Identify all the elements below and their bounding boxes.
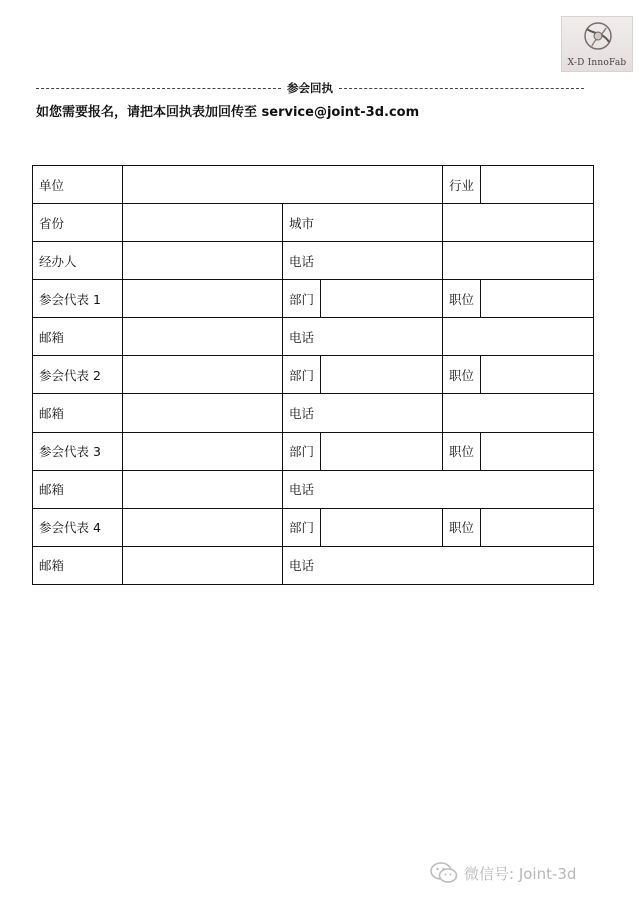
rep-3-name-field[interactable]: [123, 432, 283, 470]
rep-1-label: 参会代表 1: [33, 280, 123, 318]
rep-4-position-field[interactable]: [481, 508, 594, 546]
registration-instruction: 如您需要报名，请把本回执表加回传至 service@joint-3d.com: [36, 105, 420, 120]
rep-4-email-field[interactable]: [123, 546, 283, 584]
unit-field[interactable]: [123, 166, 443, 204]
rep-2-phone-label: 电话: [283, 394, 443, 432]
section-heading: [36, 78, 584, 98]
table-row: [33, 432, 594, 470]
rep-4-email-label: 邮箱: [33, 546, 123, 584]
rep-2-email-label: 邮箱: [33, 394, 123, 432]
table-row: [33, 166, 594, 204]
logo-text: X-D InnoFab: [567, 58, 627, 68]
rep-4-phone-field[interactable]: 电话: [283, 546, 594, 584]
rep-3-position-label: 职位: [443, 432, 481, 470]
watermark-text: 微信号: Joint-3d: [464, 864, 577, 883]
handler-field[interactable]: [123, 242, 283, 280]
city-label: 城市: [283, 204, 443, 242]
table-row: [33, 546, 594, 584]
rep-1-position-field[interactable]: [481, 280, 594, 318]
rep-2-position-field[interactable]: [481, 356, 594, 394]
table-row: [33, 356, 594, 394]
unit-label: 单位: [33, 166, 123, 204]
province-field[interactable]: [123, 204, 283, 242]
table-row: [33, 508, 594, 546]
handler-phone-field[interactable]: [443, 242, 594, 280]
registration-form-table: [32, 165, 594, 585]
province-label: 省份: [33, 204, 123, 242]
rep-4-name-field[interactable]: [123, 508, 283, 546]
page-title: 参会回执: [287, 81, 333, 95]
rep-2-label: 参会代表 2: [33, 356, 123, 394]
wechat-icon: [430, 862, 458, 884]
rep-4-label: 参会代表 4: [33, 508, 123, 546]
rep-4-dept-label: 部门: [283, 508, 321, 546]
rep-4-dept-field[interactable]: [321, 508, 443, 546]
rep-2-phone-field[interactable]: [443, 394, 594, 432]
rep-2-dept-label: 部门: [283, 356, 321, 394]
rep-2-position-label: 职位: [443, 356, 481, 394]
table-row: [33, 280, 594, 318]
city-field[interactable]: [443, 204, 594, 242]
wechat-watermark: [430, 862, 576, 884]
rep-1-phone-label: 电话: [283, 318, 443, 356]
table-row: [33, 394, 594, 432]
handler-label: 经办人: [33, 242, 123, 280]
rep-3-dept-label: 部门: [283, 432, 321, 470]
rep-3-dept-field[interactable]: [321, 432, 443, 470]
rep-1-name-field[interactable]: [123, 280, 283, 318]
rep-3-label: 参会代表 3: [33, 432, 123, 470]
rep-1-email-field[interactable]: [123, 318, 283, 356]
rep-3-email-label: 邮箱: [33, 470, 123, 508]
rep-1-phone-field[interactable]: [443, 318, 594, 356]
rep-1-dept-label: 部门: [283, 280, 321, 318]
table-row: [33, 318, 594, 356]
table-row: [33, 470, 594, 508]
company-logo: [561, 16, 633, 72]
rep-3-phone-field[interactable]: 电话: [283, 470, 594, 508]
rep-2-dept-field[interactable]: [321, 356, 443, 394]
rep-1-position-label: 职位: [443, 280, 481, 318]
industry-field[interactable]: [481, 166, 594, 204]
industry-label: 行业: [443, 166, 481, 204]
rep-2-name-field[interactable]: [123, 356, 283, 394]
heading-divider-right: [339, 88, 584, 89]
table-row: [33, 204, 594, 242]
handler-phone-label: 电话: [283, 242, 443, 280]
logo-mark-icon: [578, 20, 618, 54]
rep-3-position-field[interactable]: [481, 432, 594, 470]
rep-2-email-field[interactable]: [123, 394, 283, 432]
rep-3-email-field[interactable]: [123, 470, 283, 508]
rep-1-dept-field[interactable]: [321, 280, 443, 318]
rep-4-position-label: 职位: [443, 508, 481, 546]
table-row: [33, 242, 594, 280]
heading-divider-left: [36, 88, 281, 89]
rep-1-email-label: 邮箱: [33, 318, 123, 356]
